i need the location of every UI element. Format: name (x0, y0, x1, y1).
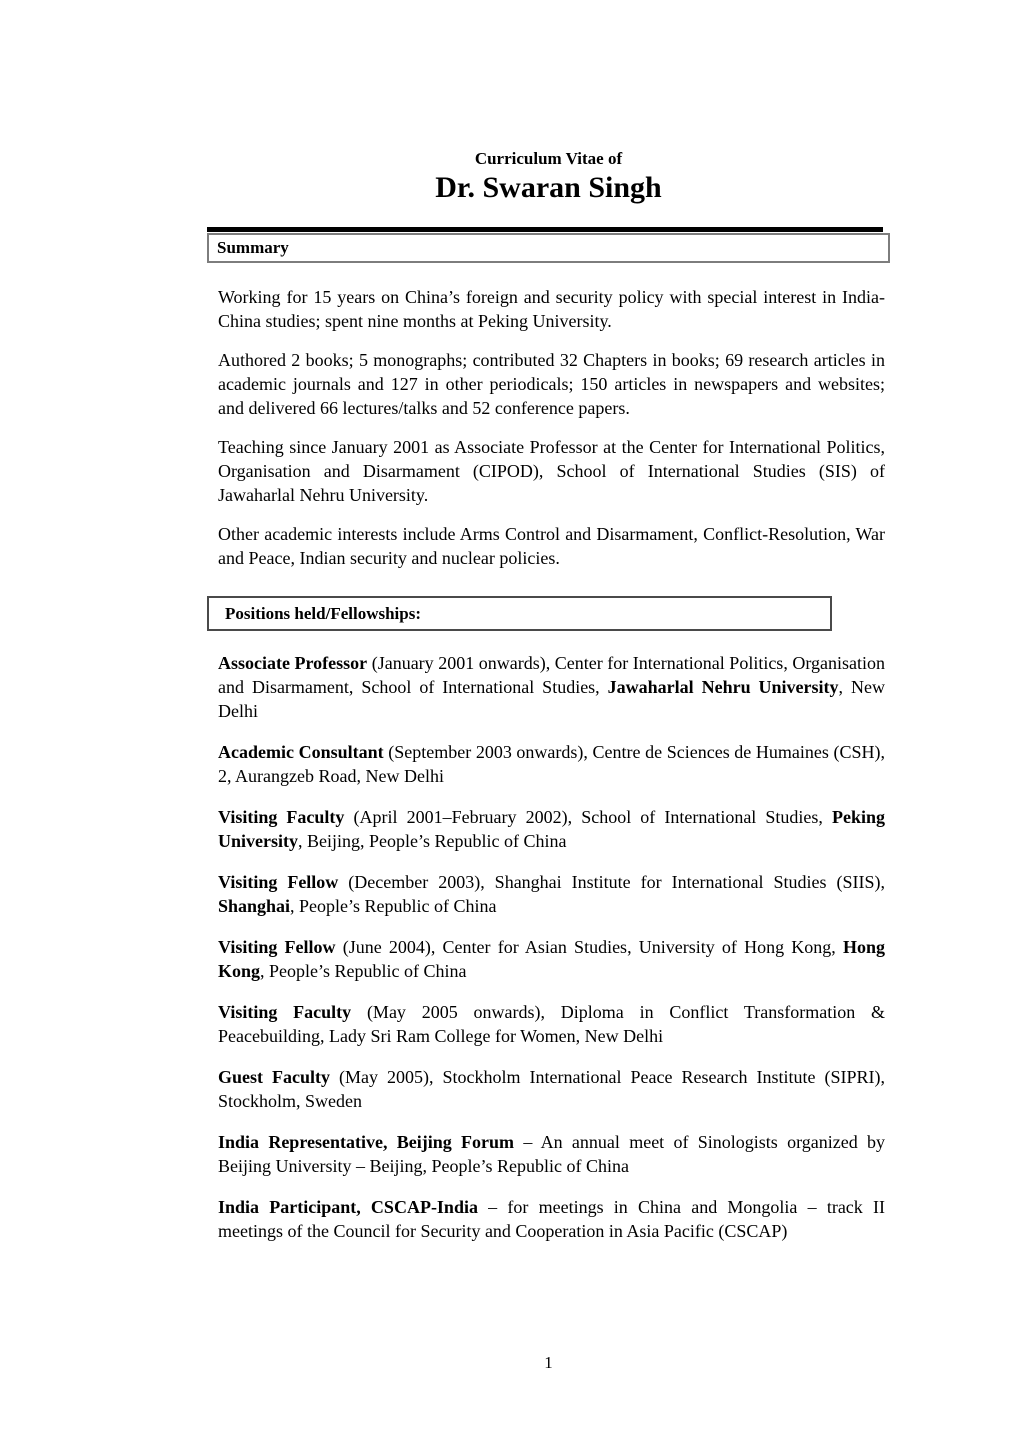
position-entry: Visiting Fellow (December 2003), Shanghai Institute for International Studies (SIIS), Shanghai, People’s Republic of China (218, 872, 885, 916)
title-rule (207, 227, 883, 232)
position-entry: Visiting Faculty (May 2005 onwards), Diploma in Conflict Transformation & Peacebuilding, Lady Sri Ram College for Women, New Delhi (218, 1002, 885, 1046)
summary-paragraph: Authored 2 books; 5 monographs; contributed 32 Chapters in books; 69 research articles in academic journals and 127 in other periodicals; 150 articles in newspapers and websites; and delivered 66 lectures/talks and 52 conference papers. (218, 350, 885, 418)
doc-supertitle: Curriculum Vitae of (474, 149, 623, 168)
summary-paragraph: Working for 15 years on China’s foreign and security policy with special interest in India-China studies; spent nine months at Peking University. (218, 287, 885, 331)
position-entry: India Participant, CSCAP-India – for meetings in China and Mongolia – track II meetings of the Council for Security and Cooperation in Asia Pacific (CSCAP) (218, 1197, 885, 1241)
position-entry: Visiting Faculty (April 2001–February 2002), School of International Studies, Peking University, Beijing, People’s Republic of China (218, 807, 885, 851)
position-entry: Academic Consultant (September 2003 onwards), Centre de Sciences de Humaines (CSH), 2, Aurangzeb Road, New Delhi (218, 742, 886, 786)
summary-paragraph: Teaching since January 2001 as Associate Professor at the Center for International Politics, Organisation and Disarmament (CIPOD), School of International Studies (SIS) of Jawaharlal Nehru University. (218, 437, 885, 505)
position-entry: Guest Faculty (May 2005), Stockholm International Peace Research Institute (SIPRI), Stockholm, Sweden (218, 1067, 885, 1111)
summary-section (218, 285, 885, 570)
summary-heading: Summary (217, 238, 289, 257)
summary-heading-box (207, 233, 890, 263)
summary-paragraph: Other academic interests include Arms Control and Disarmament, Conflict-Resolution, War and Peace, Indian security and nuclear policies. (218, 524, 885, 568)
positions-section (218, 651, 885, 1243)
positions-heading-box (207, 596, 832, 631)
positions-heading: Positions held/Fellowships: (225, 604, 422, 623)
page-content (207, 0, 890, 1260)
position-entry: Associate Professor (January 2001 onwards), Center for International Politics, Organisation and Disarmament, School of International Studies, Jawaharlal Nehru University, New Delhi (218, 653, 886, 721)
position-entry: Visiting Fellow (June 2004), Center for Asian Studies, University of Hong Kong, Hong Kong, People’s Republic of China (218, 937, 885, 981)
doc-title: Dr. Swaran Singh (435, 171, 662, 204)
position-entry: India Representative, Beijing Forum – An annual meet of Sinologists organized by Beijing University – Beijing, People’s Republic of China (218, 1132, 886, 1176)
page-number: 1 (544, 1353, 553, 1372)
